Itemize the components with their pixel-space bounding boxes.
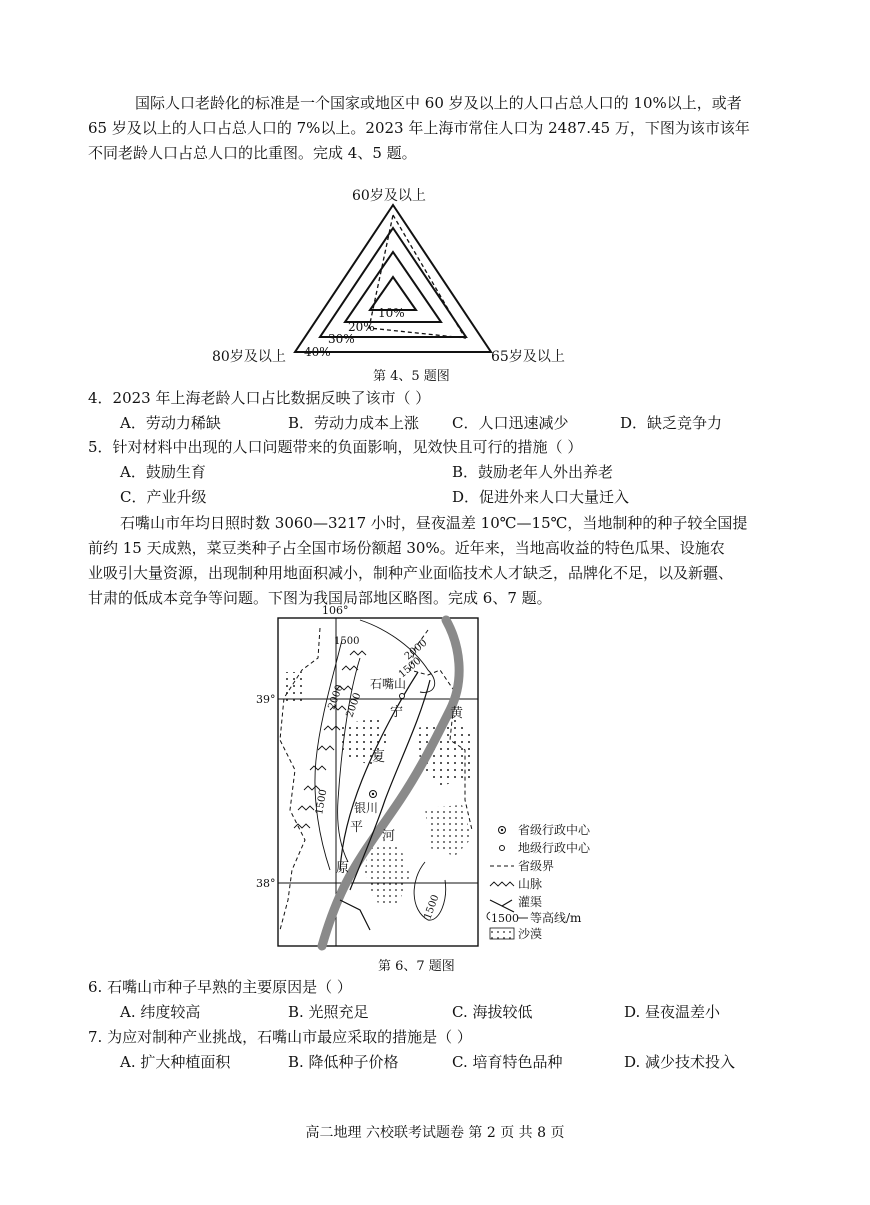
- lon-106-label: 106°: [322, 604, 349, 617]
- shizuishan-marker: [400, 694, 405, 699]
- legend-provincial-capital-label: 省级行政中心: [518, 823, 591, 837]
- passage-1-line-1: 国际人口老龄化的标准是一个国家或地区中 60 岁及以上的人口占总人口的 10%以上，或者: [135, 94, 742, 112]
- legend-contour-symbol: [487, 912, 490, 920]
- shizuishan-label: 石嘴山: [370, 677, 407, 691]
- legend-canal-label: 灌渠: [518, 895, 543, 909]
- q5-option-a[interactable]: A．鼓励生育: [120, 463, 206, 481]
- yinchuan-label: 银川: [354, 801, 379, 815]
- legend-prefecture-capital-symbol: [500, 846, 505, 851]
- legend-mountain-symbol: [490, 882, 514, 886]
- q6-option-b[interactable]: B. 光照充足: [288, 1003, 369, 1021]
- lat-38-label: 38°: [256, 877, 276, 890]
- q5-option-c[interactable]: C．产业升级: [120, 488, 207, 506]
- q6-option-c[interactable]: C. 海拔较低: [452, 1003, 533, 1021]
- passage-2-line-4: 甘肃的低成本竞争等问题。下图为我国局部地区略图。完成 6、7 题。: [88, 589, 552, 607]
- desert-nw: [282, 672, 304, 702]
- q7-option-b[interactable]: B. 降低种子价格: [288, 1053, 399, 1071]
- passage-1-line-2: 65 岁及以上的人口占总人口的 7%以上。2023 年上海市常住人口为 2487.45 万，下图为该市该年: [88, 119, 750, 137]
- contour-line-2: [315, 640, 342, 870]
- legend-desert-label: 沙漠: [518, 927, 543, 941]
- river-char-1: 黄: [450, 706, 464, 721]
- figure-2-caption: 第 6、7 题图: [378, 959, 455, 974]
- ring-label-10: 10%: [378, 306, 405, 320]
- q7-option-c[interactable]: C. 培育特色品种: [452, 1053, 563, 1071]
- canal-3: [340, 900, 370, 930]
- q7-option-a[interactable]: A. 扩大种植面积: [120, 1053, 231, 1071]
- q6-option-a[interactable]: A. 纬度较高: [120, 1003, 201, 1021]
- page-footer: 高二地理 六校联考试题卷 第 2 页 共 8 页: [305, 1125, 565, 1141]
- legend-contour-value: 1500: [491, 912, 519, 925]
- desert-south: [365, 846, 410, 905]
- plain-char-4: 原: [336, 861, 350, 876]
- legend-border-label: 省级界: [518, 859, 555, 873]
- q7-stem: 7. 为应对制种产业挑战，石嘴山市最应采取的措施是（ ）: [88, 1028, 472, 1046]
- q7-option-d[interactable]: D. 减少技术投入: [624, 1053, 736, 1071]
- contour-label-2000-b: 2000: [326, 683, 346, 712]
- contour-label-1500-se: 1500: [422, 893, 442, 922]
- label-60-plus: 60岁及以上: [352, 188, 426, 204]
- q5-option-b[interactable]: B．鼓励老年人外出养老: [452, 463, 614, 481]
- passage-2-line-1: 石嘴山市年均日照时数 3060—3217 小时，昼夜温差 10℃—15℃，当地制种的种子较全国提: [120, 514, 748, 532]
- legend-prefecture-capital-label: 地级行政中心: [518, 841, 591, 855]
- q4-stem: 4．2023 年上海老龄人口占比数据反映了该市（ ）: [88, 389, 431, 407]
- contour-label-1500-top: 1500: [334, 636, 360, 647]
- label-80-plus: 80岁及以上: [212, 349, 286, 365]
- ring-label-20: 20%: [348, 320, 375, 334]
- legend-contour-label: 等高线/m: [530, 911, 582, 925]
- passage-1-line-3: 不同老龄人口占总人口的比重图。完成 4、5 题。: [88, 144, 417, 162]
- ningxia-map: [250, 600, 670, 952]
- legend-canal-symbol: [490, 900, 514, 912]
- river-char-2: 河: [382, 829, 396, 844]
- figure-1-caption: 第 4、5 题图: [373, 369, 450, 384]
- contour-label-2000-c: 2000: [344, 691, 364, 720]
- ring-label-30: 30%: [328, 332, 355, 346]
- contour-label-2000-a: 2000: [402, 637, 430, 663]
- lat-39-label: 39°: [256, 693, 276, 706]
- q4-option-c[interactable]: C．人口迅速减少: [452, 414, 569, 432]
- aging-triangle-figure: [200, 180, 600, 380]
- q5-stem: 5．针对材料中出现的人口问题带来的负面影响，见效快且可行的措施（ ）: [88, 438, 583, 456]
- yinchuan-marker-inner: [372, 793, 374, 795]
- q5-option-d[interactable]: D．促进外来人口大量迁入: [452, 488, 630, 506]
- plain-char-2: 夏: [372, 750, 386, 765]
- q6-stem: 6. 石嘴山市种子早熟的主要原因是（ ）: [88, 978, 352, 996]
- label-65-plus: 65岁及以上: [491, 349, 565, 365]
- passage-2-line-2: 前约 15 天成熟，菜豆类种子占全国市场份额超 30%。近年来，当地高收益的特色瓜果、设施农: [88, 539, 725, 557]
- contour-label-1500-ne: 1500: [396, 655, 424, 681]
- q4-option-a[interactable]: A．劳动力稀缺: [120, 414, 221, 432]
- legend-desert-symbol: [490, 928, 514, 939]
- q4-option-d[interactable]: D．缺乏竞争力: [620, 414, 723, 432]
- contour-label-1500-mid: 1500: [314, 788, 330, 816]
- q4-option-b[interactable]: B．劳动力成本上涨: [288, 414, 420, 432]
- map-legend: [487, 822, 591, 941]
- legend-mountain-label: 山脉: [518, 877, 543, 891]
- desert-southeast: [425, 805, 472, 856]
- q6-option-d[interactable]: D. 昼夜温差小: [624, 1003, 721, 1021]
- passage-2-line-3: 业吸引大量资源，出现制种用地面积减小，制种产业面临技术人才缺乏，品牌化不足，以及新疆、: [88, 564, 734, 582]
- plain-char-1: 宁: [390, 705, 404, 720]
- plain-char-3: 平: [350, 820, 364, 835]
- ring-label-40: 40%: [304, 345, 331, 359]
